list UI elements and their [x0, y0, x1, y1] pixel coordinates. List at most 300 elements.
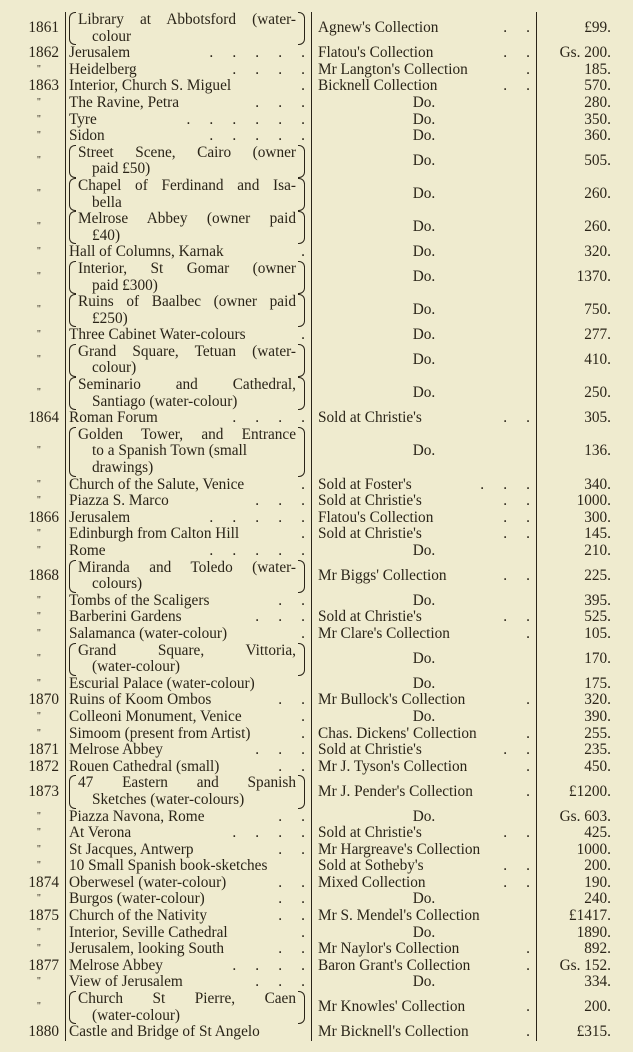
dot-leader: . . — [503, 741, 530, 759]
ditto-mark: " — [36, 810, 41, 822]
year-cell — [0, 12, 66, 45]
title-cell — [66, 62, 312, 79]
title-text: St Jacques, Antwerp — [69, 840, 194, 858]
collection-line — [318, 526, 530, 543]
year-cell — [0, 925, 66, 942]
year-cell — [0, 211, 66, 244]
dot-leader: . . — [278, 691, 305, 709]
ditto-collection — [318, 95, 530, 112]
ditto-collection — [318, 709, 530, 726]
dot-leader: . . . — [255, 93, 305, 111]
collection-cell — [312, 726, 537, 743]
price-text: 525. — [584, 608, 611, 626]
ditto-collection — [318, 327, 530, 344]
collection-text: Do. — [412, 890, 436, 908]
collection-cell — [312, 974, 537, 991]
price-text: 105. — [584, 624, 611, 642]
table-row — [0, 95, 633, 112]
title-cell — [66, 78, 312, 95]
price-cell — [537, 261, 633, 294]
title-cell — [66, 593, 312, 610]
collection-text: Mr Bicknell's Collection — [318, 1023, 469, 1041]
table-row — [0, 145, 633, 178]
collection-cell — [312, 991, 537, 1024]
dot-leader: . . — [503, 873, 530, 891]
right-brace-icon — [298, 991, 305, 1024]
collection-text: Do. — [412, 127, 436, 145]
table-row — [0, 709, 633, 726]
dot-leader: . . — [278, 940, 305, 958]
title-cell — [66, 692, 312, 709]
table-row — [0, 510, 633, 527]
year-cell — [0, 112, 66, 129]
table-row — [0, 825, 633, 842]
title-line — [69, 609, 305, 626]
right-brace-icon — [298, 344, 305, 377]
year-cell — [0, 842, 66, 859]
table-row — [0, 244, 633, 261]
price-text: £99. — [584, 19, 611, 37]
table-row — [0, 925, 633, 942]
collection-line — [318, 726, 530, 743]
title-text: Simoom (present from Artist) — [69, 724, 251, 742]
collection-line — [318, 941, 530, 958]
left-brace-icon — [69, 178, 76, 211]
year-text: 1866 — [28, 508, 59, 526]
dot-leader: . . — [278, 840, 305, 858]
year-cell — [0, 593, 66, 610]
table-row — [0, 526, 633, 543]
price-cell — [537, 78, 633, 95]
title-text: Burgos (water-colour) — [69, 890, 205, 908]
price-cell — [537, 692, 633, 709]
dot-leader: . . . . . — [209, 127, 305, 145]
title-line — [69, 742, 305, 759]
title-text: Tyre — [69, 110, 97, 128]
title-text: At Verona — [69, 824, 132, 842]
title-line — [69, 543, 305, 560]
collection-text: Agnew's Collection — [318, 19, 439, 37]
title-lines — [78, 344, 296, 377]
price-text: 170. — [584, 649, 611, 667]
price-text: 1890. — [576, 923, 611, 941]
title-line: £250) — [92, 309, 128, 327]
price-text: 145. — [584, 525, 611, 543]
collection-text: Do. — [412, 923, 436, 941]
collection-cell — [312, 609, 537, 626]
title-cell — [66, 95, 312, 112]
title-line — [69, 1024, 305, 1041]
year-cell — [0, 45, 66, 62]
ditto-mark: " — [36, 271, 41, 283]
title-line: 47 Eastern and Spanish — [78, 774, 296, 792]
table-row — [0, 676, 633, 693]
collection-text: Mr S. Mendel's Collection — [318, 907, 480, 925]
title-line: drawings) — [92, 459, 154, 477]
price-text: 350. — [584, 110, 611, 128]
right-brace-icon — [298, 211, 305, 244]
price-text: 410. — [584, 351, 611, 369]
title-line — [69, 526, 305, 543]
title-cell — [66, 742, 312, 759]
table-row — [0, 327, 633, 344]
collection-cell — [312, 958, 537, 975]
title-text: Heidelberg — [69, 60, 137, 78]
title-lines — [78, 294, 296, 327]
price-cell — [537, 974, 633, 991]
price-cell — [537, 825, 633, 842]
ditto-collection — [318, 186, 530, 203]
price-text: 340. — [584, 475, 611, 493]
collection-cell — [312, 1024, 537, 1041]
price-cell — [537, 609, 633, 626]
collection-text: Sold at Christie's — [318, 824, 422, 842]
title-text: Melrose Abbey — [69, 741, 163, 759]
price-cell — [537, 510, 633, 527]
collection-text: Flatou's Collection — [318, 508, 434, 526]
collection-text: Do. — [412, 807, 436, 825]
title-cell — [66, 941, 312, 958]
collection-text: Do. — [412, 542, 436, 559]
title-line: colour — [92, 27, 132, 45]
year-cell — [0, 294, 66, 327]
title-cell — [66, 145, 312, 178]
title-lines — [78, 643, 296, 676]
collection-line — [318, 858, 530, 875]
collection-line — [318, 958, 530, 975]
price-cell — [537, 775, 633, 808]
title-lines — [78, 145, 296, 178]
title-cell — [66, 112, 312, 129]
title-cell — [66, 261, 312, 294]
title-line: £40) — [92, 226, 121, 244]
title-text: Edinburgh from Calton Hill — [69, 525, 240, 543]
left-brace-icon — [69, 145, 76, 178]
title-line: paid £50) — [92, 160, 151, 178]
title-text: Jerusalem — [69, 44, 131, 62]
year-cell — [0, 244, 66, 261]
collection-text: Do. — [412, 93, 436, 111]
title-lines — [78, 377, 296, 410]
title-cell — [66, 676, 312, 693]
collection-cell — [312, 626, 537, 643]
collection-text: Do. — [412, 301, 436, 319]
right-brace-icon — [298, 643, 305, 676]
dot-leader: . . — [503, 824, 530, 842]
title-cell — [66, 12, 312, 45]
title-line: Interior, St Gomar (owner — [78, 259, 296, 277]
sales-table — [0, 12, 633, 1041]
collection-cell — [312, 261, 537, 294]
year-cell — [0, 759, 66, 776]
price-cell — [537, 178, 633, 211]
price-cell — [537, 211, 633, 244]
title-line: colours) — [92, 575, 143, 593]
table-row — [0, 543, 633, 560]
title-line — [69, 244, 305, 261]
price-cell — [537, 12, 633, 45]
ditto-collection — [318, 443, 530, 460]
price-text: 1370. — [576, 268, 611, 286]
year-text: 1864 — [28, 409, 59, 427]
collection-text: Sold at Christie's — [318, 608, 422, 626]
dot-leader: . . — [503, 19, 530, 37]
collection-text: Do. — [412, 384, 436, 402]
ditto-mark: " — [36, 96, 41, 108]
table-row — [0, 377, 633, 410]
title-line: (water-colour) — [92, 658, 181, 676]
table-row — [0, 45, 633, 62]
title-cell — [66, 925, 312, 942]
title-line — [69, 410, 305, 427]
table-row — [0, 294, 633, 327]
price-text: 395. — [584, 591, 611, 609]
price-text: 300. — [584, 508, 611, 526]
collection-cell — [312, 560, 537, 593]
year-cell — [0, 692, 66, 709]
price-text: 136. — [584, 442, 611, 460]
ditto-mark: " — [36, 445, 41, 457]
title-text: Piazza S. Marco — [69, 492, 169, 510]
title-text: Church of the Nativity — [69, 907, 208, 925]
year-text: 1875 — [28, 907, 59, 925]
dot-leader: . — [526, 624, 530, 642]
ditto-mark: " — [36, 545, 41, 556]
title-cell — [66, 244, 312, 261]
title-line — [69, 676, 305, 693]
ditto-collection — [318, 891, 530, 908]
ditto-mark: " — [36, 329, 41, 341]
title-cell — [66, 875, 312, 892]
ditto-mark: " — [36, 1001, 41, 1013]
collection-text: Do. — [412, 674, 436, 692]
year-cell — [0, 377, 66, 410]
title-line — [69, 809, 305, 826]
collection-cell — [312, 78, 537, 95]
collection-text: Flatou's Collection — [318, 44, 434, 62]
collection-text: Sold at Sotheby's — [318, 857, 424, 875]
price-cell — [537, 62, 633, 79]
dot-leader: . . — [503, 566, 530, 584]
title-line — [69, 510, 305, 527]
title-line — [69, 112, 305, 129]
price-cell — [537, 128, 633, 145]
price-cell — [537, 643, 633, 676]
title-line: paid £300) — [92, 276, 158, 294]
ditto-mark: " — [36, 627, 41, 639]
collection-cell — [312, 925, 537, 942]
price-text: 200. — [584, 857, 611, 875]
title-text: Castle and Bridge of St Angelo — [69, 1023, 260, 1041]
ditto-mark: " — [36, 594, 41, 606]
title-cell — [66, 858, 312, 875]
table-row — [0, 726, 633, 743]
year-cell — [0, 775, 66, 808]
bracketed-title — [69, 145, 305, 178]
title-cell — [66, 510, 312, 527]
dot-leader: . — [526, 724, 530, 742]
ditto-mark: " — [36, 860, 41, 872]
collection-line — [318, 20, 530, 37]
title-line: Sketches (water-colours) — [92, 790, 245, 808]
collection-cell — [312, 493, 537, 510]
price-cell — [537, 908, 633, 925]
left-brace-icon — [69, 12, 76, 45]
dot-leader: . . . . . — [209, 44, 305, 62]
title-text: Interior, Seville Cathedral — [69, 923, 228, 941]
year-cell — [0, 344, 66, 377]
collection-cell — [312, 327, 537, 344]
collection-line — [318, 692, 530, 709]
year-text: 1873 — [28, 782, 59, 800]
title-cell — [66, 842, 312, 859]
collection-cell — [312, 692, 537, 709]
right-brace-icon — [298, 178, 305, 211]
title-line: Seminario and Cathedral, — [78, 376, 296, 394]
left-brace-icon — [69, 560, 76, 593]
bracketed-title — [69, 12, 305, 45]
title-cell — [66, 377, 312, 410]
title-lines — [78, 991, 296, 1024]
collection-text: Mr Clare's Collection — [318, 624, 450, 642]
title-line: Church St Pierre, Caen — [78, 990, 296, 1008]
bracketed-title — [69, 643, 305, 676]
table-row — [0, 875, 633, 892]
dot-leader: . — [301, 475, 305, 493]
ditto-mark: " — [36, 926, 41, 938]
ditto-mark: " — [36, 478, 41, 490]
year-text: 1872 — [28, 757, 59, 775]
collection-cell — [312, 593, 537, 610]
price-text: 200. — [584, 998, 611, 1016]
collection-text: Mr J. Pender's Collection — [318, 782, 473, 800]
title-cell — [66, 327, 312, 344]
table-row — [0, 626, 633, 643]
title-line — [69, 692, 305, 709]
price-cell — [537, 294, 633, 327]
title-line: Miranda and Toledo (water- — [78, 558, 296, 576]
dot-leader: . . . — [255, 973, 305, 991]
ditto-mark: " — [36, 188, 41, 200]
year-cell — [0, 145, 66, 178]
title-text: Sidon — [69, 127, 105, 145]
ditto-collection — [318, 244, 530, 261]
collection-cell — [312, 809, 537, 826]
price-cell — [537, 858, 633, 875]
title-cell — [66, 825, 312, 842]
ditto-collection — [318, 543, 530, 560]
title-text: Jerusalem, looking South — [69, 940, 225, 958]
year-cell — [0, 908, 66, 925]
collection-text: Mr J. Tyson's Collection — [318, 757, 468, 775]
title-line — [69, 925, 305, 942]
title-text: Escurial Palace (water-colour) — [69, 674, 255, 692]
table-row — [0, 112, 633, 129]
price-cell — [537, 759, 633, 776]
left-brace-icon — [69, 261, 76, 294]
title-line — [69, 941, 305, 958]
collection-cell — [312, 825, 537, 842]
title-line: Grand Square, Vittoria, — [78, 641, 296, 659]
title-line — [69, 593, 305, 610]
title-cell — [66, 543, 312, 560]
table-row — [0, 692, 633, 709]
right-brace-icon — [298, 775, 305, 808]
year-cell — [0, 991, 66, 1024]
collection-text: Do. — [412, 707, 436, 725]
table-row — [0, 775, 633, 808]
title-line: Santiago (water-colour) — [92, 392, 238, 410]
price-cell — [537, 145, 633, 178]
ditto-collection — [318, 676, 530, 693]
dot-leader: . . — [278, 807, 305, 825]
price-text: 255. — [584, 724, 611, 742]
table-row — [0, 941, 633, 958]
collection-text: Do. — [412, 326, 436, 344]
ditto-collection — [318, 925, 530, 942]
title-text: Hall of Columns, Karnak — [69, 243, 224, 261]
title-lines — [78, 560, 296, 593]
dot-leader: . . . — [255, 492, 305, 510]
collection-cell — [312, 12, 537, 45]
table-row — [0, 178, 633, 211]
dot-leader: . . — [278, 591, 305, 609]
left-brace-icon — [69, 643, 76, 676]
price-text: 210. — [584, 542, 611, 559]
title-text: Piazza Navona, Rome — [69, 807, 205, 825]
price-text: 225. — [584, 566, 611, 584]
dot-leader: . . . — [255, 608, 305, 626]
left-brace-icon — [69, 427, 76, 477]
collection-text: Sold at Christie's — [318, 525, 422, 543]
collection-line — [318, 626, 530, 643]
price-cell — [537, 427, 633, 477]
collection-cell — [312, 775, 537, 808]
right-brace-icon — [298, 377, 305, 410]
title-line: bella — [92, 193, 122, 211]
collection-cell — [312, 543, 537, 560]
title-text: Colleoni Monument, Venice — [69, 707, 242, 725]
year-text: 1861 — [28, 19, 59, 37]
ditto-mark: " — [36, 677, 41, 689]
ditto-collection — [318, 809, 530, 826]
year-cell — [0, 95, 66, 112]
collection-cell — [312, 128, 537, 145]
title-line: Golden Tower, and Entrance — [78, 425, 296, 443]
title-line: colour) — [92, 359, 137, 377]
table-row — [0, 427, 633, 477]
table-row — [0, 858, 633, 875]
title-line — [69, 759, 305, 776]
collection-line — [318, 1024, 530, 1041]
dot-leader: . . . . . . — [186, 110, 305, 128]
collection-cell — [312, 709, 537, 726]
title-cell — [66, 908, 312, 925]
collection-text: Mr Naylor's Collection — [318, 940, 460, 958]
year-text: 1874 — [28, 873, 59, 891]
ditto-mark: " — [36, 976, 41, 988]
price-cell — [537, 410, 633, 427]
bracketed-title — [69, 377, 305, 410]
price-cell — [537, 941, 633, 958]
collection-cell — [312, 344, 537, 377]
title-line — [69, 726, 305, 743]
left-brace-icon — [69, 775, 76, 808]
title-text: Interior, Church S. Miguel — [69, 77, 232, 95]
collection-line — [318, 759, 530, 776]
collection-cell — [312, 858, 537, 875]
title-cell — [66, 775, 312, 808]
